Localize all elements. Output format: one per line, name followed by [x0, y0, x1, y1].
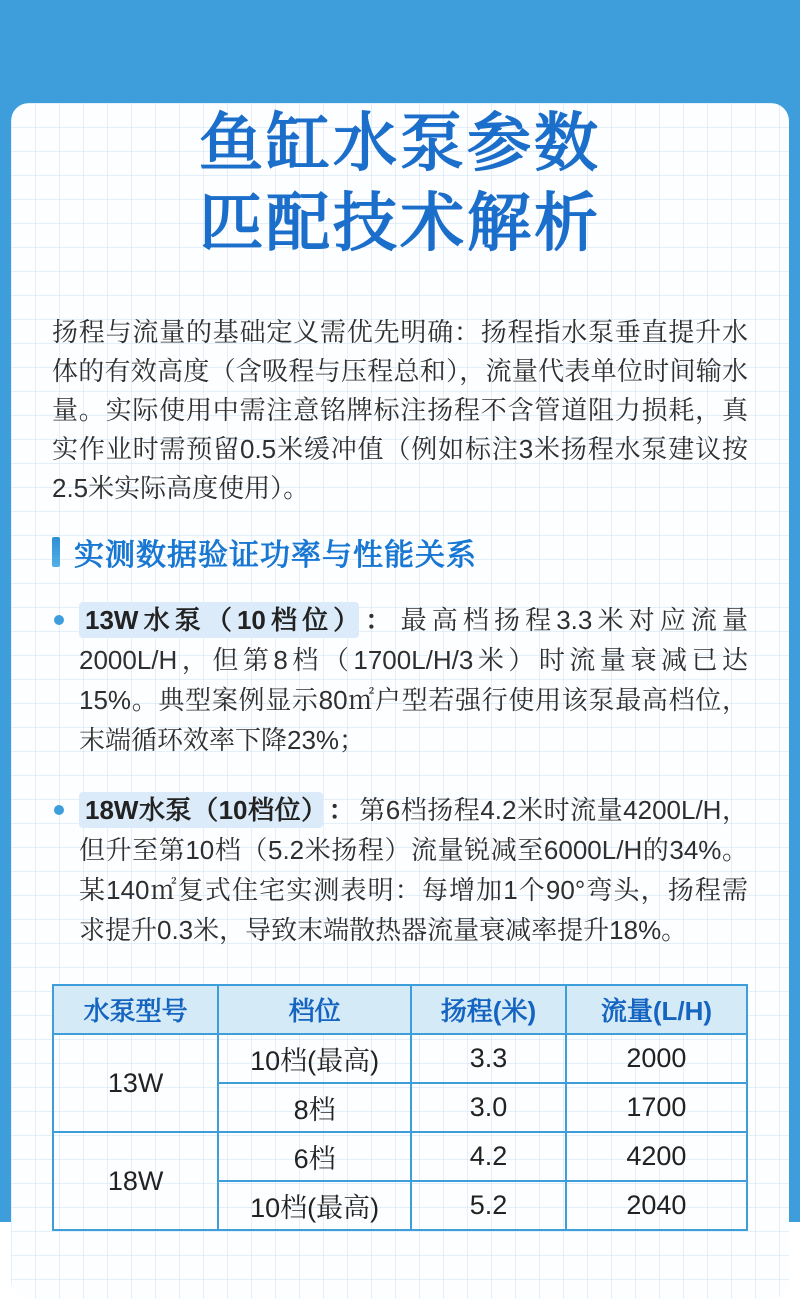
- bullet-text: 最高档扬程3.3米对应流量2000L/H，但第8档（1700L/H/3米）时流量衰减已达15%。典型案例显示80㎡户型若强行使用该泵最高档位，末端循环效率下降23%；: [79, 605, 748, 755]
- cell-lift: 4.2: [411, 1132, 566, 1181]
- page-title-line1: 鱼缸水泵参数: [199, 107, 601, 179]
- page-title: [52, 103, 748, 263]
- cell-gear: 10档(最高): [218, 1181, 411, 1230]
- cell-gear: 8档: [218, 1083, 411, 1132]
- bullet-separator: ：: [365, 605, 397, 635]
- cell-model-18w: 18W: [53, 1132, 218, 1230]
- pump-spec-table: [52, 984, 748, 1231]
- cell-gear: 10档(最高): [218, 1034, 411, 1083]
- bullet-list: [52, 600, 748, 950]
- table-row: [53, 1132, 747, 1181]
- intro-paragraph: 扬程与流量的基础定义需优先明确：扬程指水泵垂直提升水体的有效高度（含吸程与压程总和），流量代表单位时间输水量。实际使用中需注意铭牌标注扬程不含管道阻力损耗，真实作业时需预留0.5米缓冲值（例如标注3米扬程水泵建议按2.5米实际高度使用）。: [52, 317, 748, 503]
- bullet-separator: ：: [328, 795, 356, 825]
- bullet-dot-icon: [54, 805, 64, 815]
- cell-model-13w: 13W: [53, 1034, 218, 1132]
- bullet-label-13w: 13W水泵（10档位）: [79, 602, 359, 638]
- table-row: [53, 1034, 747, 1083]
- section-heading: [52, 530, 748, 574]
- header-flow: 流量(L/H): [566, 985, 747, 1034]
- header-gear: 档位: [218, 985, 411, 1034]
- poster-page: [11, 103, 789, 1299]
- table-header-row: [53, 985, 747, 1034]
- cell-lift: 3.0: [411, 1083, 566, 1132]
- list-item: [52, 790, 748, 950]
- section-title: 实测数据验证功率与性能关系: [74, 539, 477, 572]
- bullet-label-18w: 18W水泵（10档位）: [79, 792, 323, 828]
- cell-flow: 4200: [566, 1132, 747, 1181]
- header-pump-model: 水泵型号: [53, 985, 218, 1034]
- header-lift: 扬程(米): [411, 985, 566, 1034]
- list-item: [52, 600, 748, 760]
- cell-flow: 1700: [566, 1083, 747, 1132]
- cell-lift: 5.2: [411, 1181, 566, 1230]
- cell-flow: 2000: [566, 1034, 747, 1083]
- bullet-dot-icon: [54, 615, 64, 625]
- section-accent-bar: [52, 537, 60, 567]
- cell-lift: 3.3: [411, 1034, 566, 1083]
- page-title-line2: 匹配技术解析: [199, 187, 601, 259]
- bullet-text: 第6档扬程4.2米时流量4200L/H，但升至第10档（5.2米扬程）流量锐减至6000L/H的34%。某140㎡复式住宅实测表明：每增加1个90°弯头，扬程需求提升0.3米，导致末端散热器流量衰减率提升18%。: [79, 795, 748, 945]
- cell-gear: 6档: [218, 1132, 411, 1181]
- cell-flow: 2040: [566, 1181, 747, 1230]
